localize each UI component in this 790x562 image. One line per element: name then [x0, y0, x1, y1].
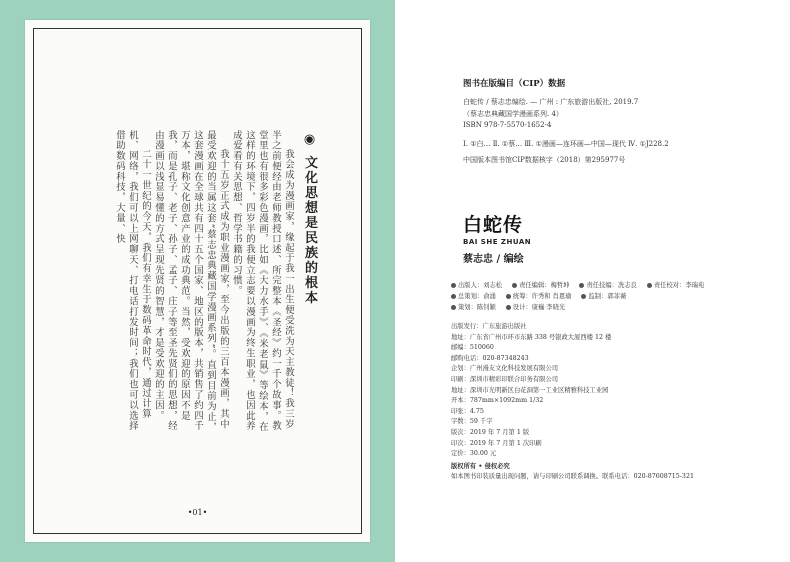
pub-info-line: 地址：深圳市光明新区白花洞第一工业区精雅科技工业园: [451, 386, 609, 394]
credit-item: 设计：康巍 李晓光: [506, 302, 565, 311]
credit-item: 总策划：俞涌: [451, 291, 496, 300]
cip-line: 白蛇传 / 蔡志忠编绘. — 广州 : 广东旅游出版社, 2019.7: [463, 98, 639, 106]
cip-line: （蔡志忠典藏国学漫画系列. 4）: [463, 109, 563, 118]
credit-item: 责任编辑：梅哲坤: [512, 280, 569, 289]
bullet-icon: [579, 283, 584, 288]
pub-info-line: 出版发行：广东旅游出版社: [451, 323, 527, 330]
pub-info-line: 定价：30.00 元: [451, 450, 497, 458]
bullet-icon: [512, 283, 517, 288]
bullet-icon: [451, 294, 456, 299]
preface-text: [95, 130, 295, 435]
rights-block: [451, 462, 694, 482]
rights-note: 如本图书印装质量出现问题，请与印刷公司联系调换。联系电话：020-87608715-321: [451, 473, 694, 480]
author: 蔡志忠 / 编绘: [463, 254, 524, 265]
cip-categories: Ⅰ. ①白… Ⅱ. ①蔡… Ⅲ. ①漫画—连环画—中国—现代 Ⅳ. ①J228.2: [463, 140, 669, 148]
pub-info-line: 印张：4.75: [451, 407, 484, 415]
pub-info-line: 印刷：深圳市精彩印联合印务有限公司: [451, 375, 559, 383]
cip-record: [463, 97, 638, 132]
pub-info-line: 邮购电话：020-87348243: [451, 354, 529, 362]
copyright-page: [395, 0, 790, 562]
book-title-pinyin: BAI SHE ZHUAN: [463, 238, 532, 246]
pub-info-line: 版次：2019 年 7 月第 1 版: [451, 428, 530, 436]
book-title: 白蛇传: [463, 214, 524, 236]
bullet-icon: [647, 283, 652, 288]
preface-paragraph-2: 我十五岁正式成为职业漫画家，至今出版的三百本漫画，其中最受欢迎的当属这套“蔡志忠典藏国学漫画系列”。直到目前为止，这套漫画在全球共有四十五个国家、地区的版本，共销售了约四千万本，堪称文化创意产业的成功典范。当然，受欢迎的原因不是我，而是孔子、老子、孙子、孟子、庄子等至圣先贤们的思想，经由漫画以浅显易懂的方式呈现先贤的智慧，才是受欢迎的主因。: [153, 130, 229, 433]
preface-paragraph-1: 我会成为漫画家，缘起于我一出生便受洗为天主教徒！我三岁半之前便经由老师教授口述、所完整本《圣经》约一千个故事。教堂里也有很多彩色漫画，比如《大力水手》、《米老鼠》等绘本，在这样的环境下，四岁半的我便立志要以漫画为终生职业，也因此养成爱看有关思想、哲学书籍的习惯。: [231, 130, 294, 433]
credit-item: 监制：郭菲薇: [581, 291, 626, 300]
bullet-icon: [506, 294, 511, 299]
pub-info-line: 印次：2019 年 7 月第 1 次印刷: [451, 439, 542, 447]
credit-item: 责任技编：冼志良: [579, 280, 636, 289]
cip-header: 图书在版编目（CIP）数据: [463, 79, 566, 89]
credits-row: [451, 301, 781, 312]
bullet-icon: [506, 305, 511, 310]
bullet-icon: [581, 294, 586, 299]
pub-info-line: 企划：广州漫友文化科技发展有限公司: [451, 365, 559, 373]
bullet-icon: [451, 305, 456, 310]
credits-row: [451, 290, 781, 301]
credit-item: 出版人：刘志松: [451, 280, 502, 289]
publication-info: [451, 322, 611, 460]
page-number: •01•: [187, 508, 208, 517]
pub-info-line: 开本：787mm×1092mm 1/32: [451, 397, 544, 405]
credit-item: 责任校对：李瑞苑: [647, 280, 704, 289]
bullet-icon: [451, 283, 456, 288]
rights-title: 版权所有 • 侵权必究: [451, 463, 510, 470]
credit-item: 统筹：许秀和 肖恩瑜: [506, 291, 572, 300]
credits-row: [451, 279, 781, 290]
credit-item: 策划：陈钊颖: [451, 302, 496, 311]
cip-line: ISBN 978-7-5570-1652-4: [463, 121, 552, 129]
pub-info-line: 地址：广东省广州市环市东路 338 号银政大厦西楼 12 楼: [451, 333, 612, 341]
preface-paragraph-3: 二十一世纪的今天，我们有幸生于数码革命时代，通过计算机、网络，我们可以上网聊天、打电话打发时间；我们也可以选择借助数码科技，大量、快: [114, 130, 151, 432]
cip-number: 中国版本图书馆CIP数据核字（2018）第295977号: [463, 156, 626, 164]
pub-info-line: 邮编：510060: [451, 344, 494, 352]
essay-title: ◉ 文化思想是民族的根本: [302, 132, 317, 306]
preface-page: [25, 20, 370, 542]
pub-info-line: 字数：59 千字: [451, 418, 493, 426]
credits: [451, 279, 781, 312]
